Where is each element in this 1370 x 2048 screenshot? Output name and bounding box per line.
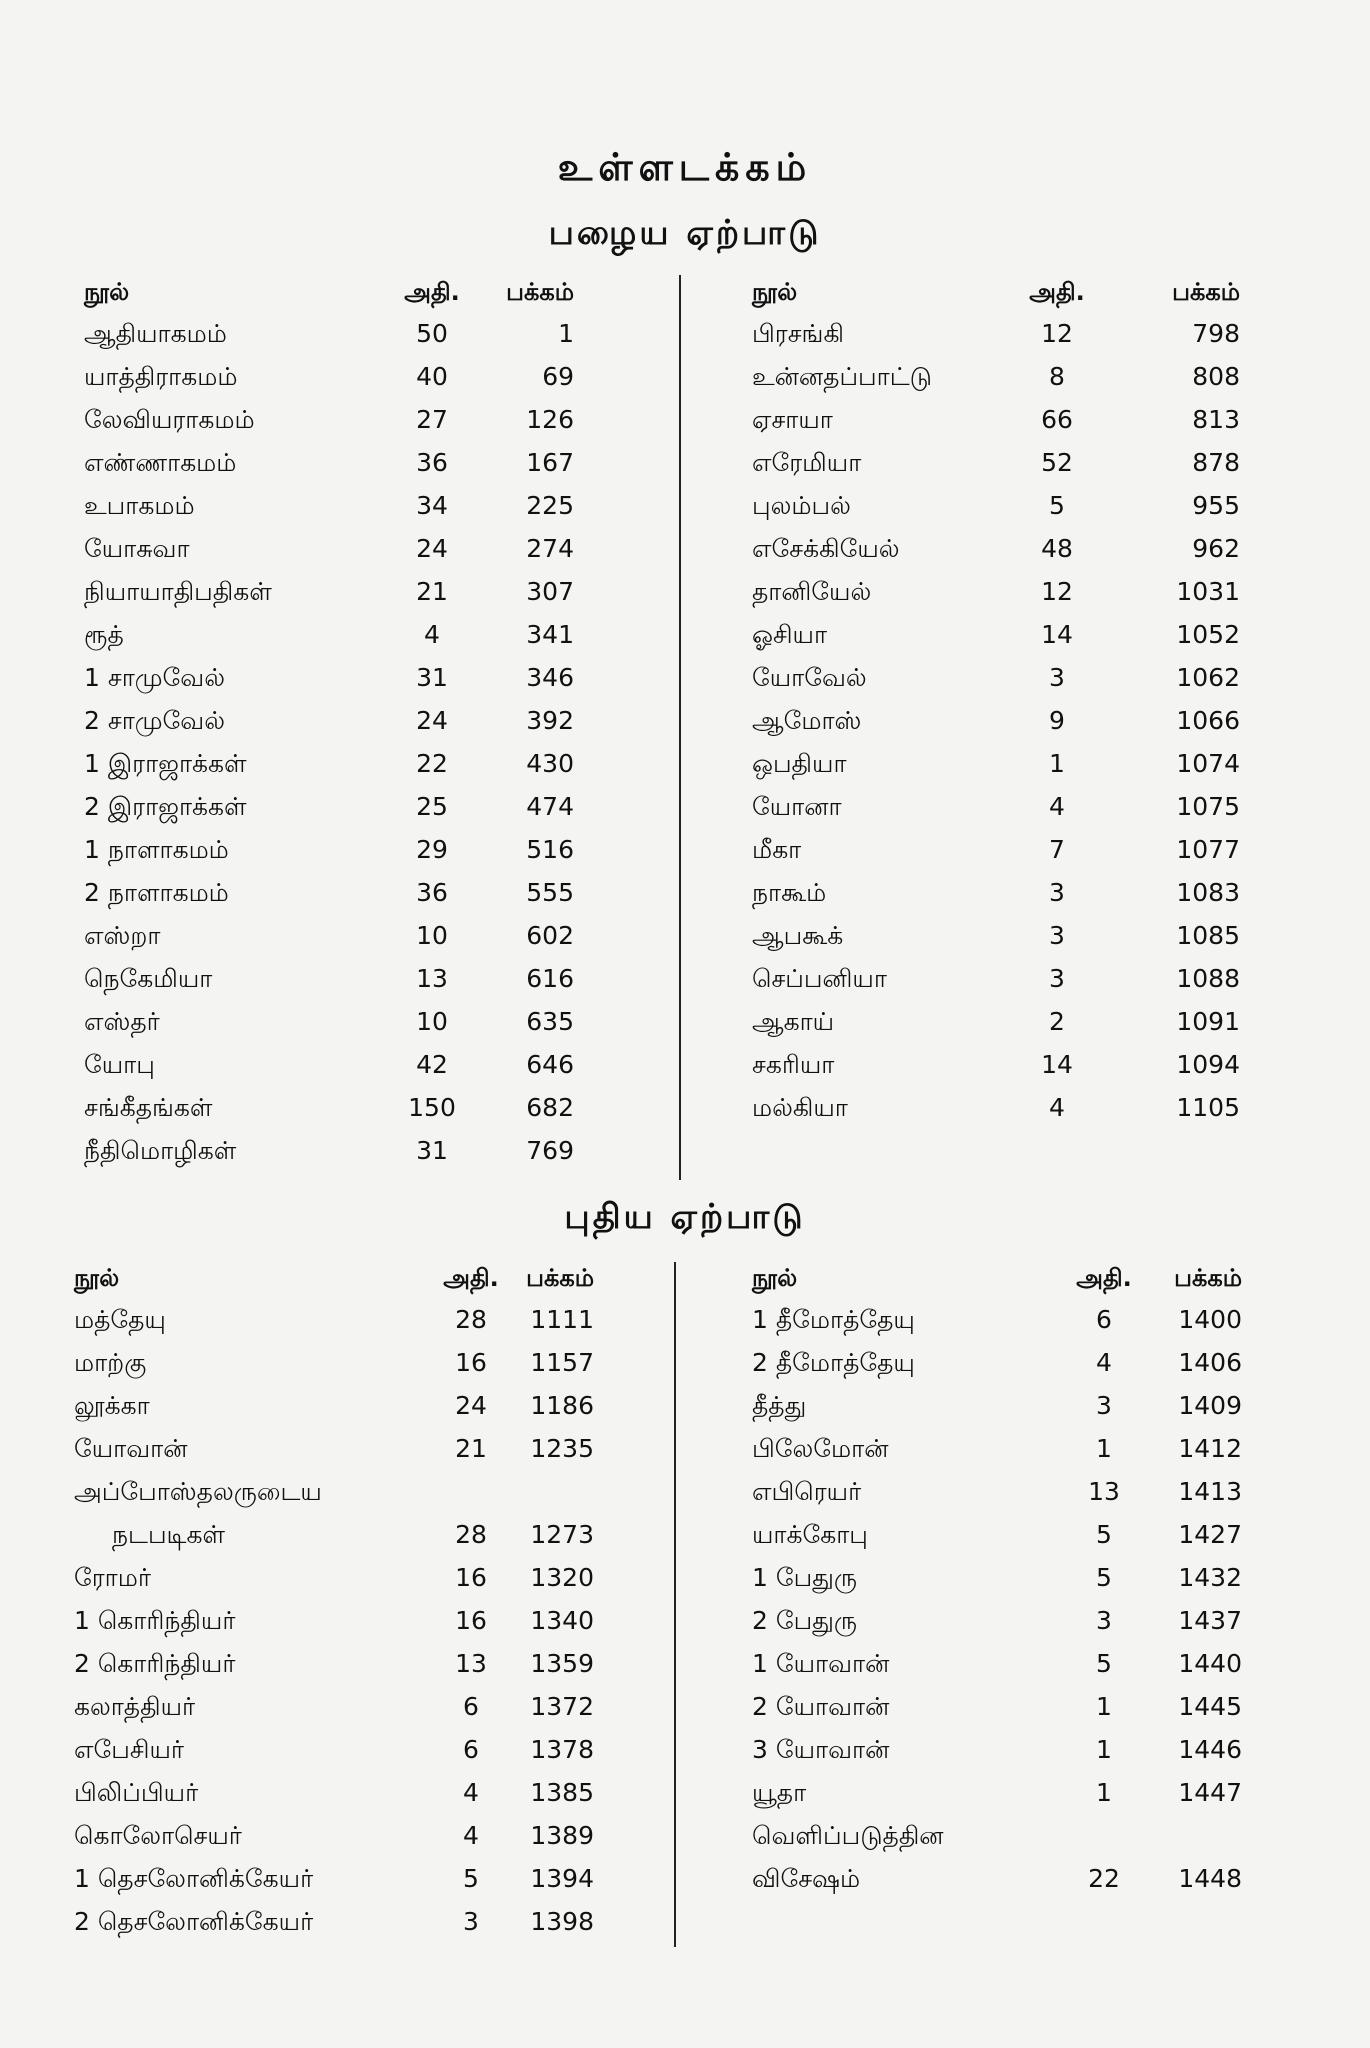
page-number: 225 — [526, 491, 574, 520]
chapter-count: 25 — [416, 792, 448, 821]
page-number: 798 — [1192, 319, 1240, 348]
chapter-count: 29 — [416, 835, 448, 864]
chapter-count: 1 — [1096, 1778, 1112, 1807]
chapter-count: 24 — [455, 1391, 487, 1420]
page-number: 346 — [526, 663, 574, 692]
chapter-count: 4 — [424, 620, 440, 649]
book-name: எரேமியா — [752, 448, 862, 477]
book-name: 1 யோவான் — [752, 1649, 890, 1678]
chapter-count: 48 — [1041, 534, 1073, 563]
chapter-count: 2 — [1049, 1007, 1065, 1036]
page-number: 430 — [526, 749, 574, 778]
book-name: தானியேல் — [752, 577, 872, 606]
chapter-count: 13 — [455, 1649, 487, 1678]
book-name: ஓசியா — [752, 620, 828, 649]
page-number: 474 — [526, 792, 574, 821]
book-name: 3 யோவான் — [752, 1735, 890, 1764]
new-testament-title: புதிய ஏற்பாடு — [564, 1197, 806, 1237]
chapter-count: 3 — [1049, 964, 1065, 993]
page-number: 516 — [526, 835, 574, 864]
chapter-count: 34 — [416, 491, 448, 520]
chapter-count: 16 — [455, 1348, 487, 1377]
book-name: யோவான் — [74, 1434, 188, 1463]
chapter-count: 9 — [1049, 706, 1065, 735]
book-name: 2 கொரிந்தியர் — [74, 1649, 236, 1678]
book-name: யோபு — [84, 1050, 155, 1079]
chapter-count: 10 — [416, 1007, 448, 1036]
page-number: 1409 — [1178, 1391, 1242, 1420]
chapter-count: 3 — [1049, 878, 1065, 907]
book-name: எண்ணாகமம் — [84, 448, 237, 477]
book-name: உபாகமம் — [84, 491, 195, 520]
page-number: 1075 — [1176, 792, 1240, 821]
page-number: 1111 — [530, 1305, 594, 1334]
chapter-count: 1 — [1096, 1692, 1112, 1721]
book-name: ஒபதியா — [752, 749, 847, 778]
page-number: 1340 — [530, 1606, 594, 1635]
page-number: 1446 — [1178, 1735, 1242, 1764]
chapter-count: 7 — [1049, 835, 1065, 864]
page-number: 274 — [526, 534, 574, 563]
page-number: 1412 — [1178, 1434, 1242, 1463]
chapter-count: 24 — [416, 534, 448, 563]
chapter-count: 16 — [455, 1606, 487, 1635]
page-number: 1437 — [1178, 1606, 1242, 1635]
page-number: 1105 — [1176, 1093, 1240, 1122]
book-name: ரோமர் — [74, 1563, 151, 1592]
book-name: எஸ்றா — [84, 921, 161, 950]
header-book: நூல் — [84, 278, 130, 306]
header-book: நூல் — [752, 1264, 798, 1292]
book-name: 1 இராஜாக்கள் — [84, 749, 247, 778]
book-name: பிலிப்பியர் — [74, 1778, 199, 1807]
book-name: எபிரெயர் — [752, 1477, 862, 1506]
book-name: செப்பனியா — [752, 964, 887, 993]
page-number: 813 — [1192, 405, 1240, 434]
book-name: 2 தெசலோனிக்கேயர் — [74, 1907, 314, 1936]
page-number: 69 — [542, 362, 574, 391]
page-number: 1432 — [1178, 1563, 1242, 1592]
chapter-count: 5 — [1049, 491, 1065, 520]
header-chapters: அதி. — [1029, 278, 1085, 306]
book-name: ஏசாயா — [752, 405, 833, 434]
page-number: 1074 — [1176, 749, 1240, 778]
book-name: நடபடிகள் — [112, 1520, 225, 1549]
chapter-count: 4 — [1049, 1093, 1065, 1122]
page-number: 1031 — [1176, 577, 1240, 606]
page-number: 1394 — [530, 1864, 594, 1893]
chapter-count: 16 — [455, 1563, 487, 1592]
chapter-count: 4 — [463, 1778, 479, 1807]
chapter-count: 50 — [416, 319, 448, 348]
chapter-count: 4 — [463, 1821, 479, 1850]
chapter-count: 150 — [408, 1093, 456, 1122]
chapter-count: 8 — [1049, 362, 1065, 391]
page-number: 808 — [1192, 362, 1240, 391]
book-name: கொலோசெயர் — [74, 1821, 242, 1850]
chapter-count: 6 — [1096, 1305, 1112, 1334]
page-number: 1320 — [530, 1563, 594, 1592]
chapter-count: 21 — [416, 577, 448, 606]
page-number: 682 — [526, 1093, 574, 1122]
page-number: 1359 — [530, 1649, 594, 1678]
book-name: 1 தெசலோனிக்கேயர் — [74, 1864, 314, 1893]
book-name: எபேசியர் — [74, 1735, 184, 1764]
page-number: 1372 — [530, 1692, 594, 1721]
header-chapters: அதி. — [443, 1264, 499, 1292]
book-name: ஆபகூக் — [752, 921, 844, 950]
header-page: பக்கம் — [526, 1264, 594, 1292]
chapter-count: 14 — [1041, 1050, 1073, 1079]
page-number: 1091 — [1176, 1007, 1240, 1036]
chapter-count: 6 — [463, 1692, 479, 1721]
chapter-count: 5 — [1096, 1520, 1112, 1549]
page-number: 1440 — [1178, 1649, 1242, 1678]
chapter-count: 3 — [1096, 1606, 1112, 1635]
chapter-count: 40 — [416, 362, 448, 391]
chapter-count: 22 — [416, 749, 448, 778]
book-name: பிரசங்கி — [752, 319, 844, 348]
page-number: 1413 — [1178, 1477, 1242, 1506]
page-number: 1083 — [1176, 878, 1240, 907]
chapter-count: 28 — [455, 1305, 487, 1334]
book-name: யூதா — [752, 1778, 807, 1807]
chapter-count: 27 — [416, 405, 448, 434]
book-name: வெளிப்படுத்தின — [752, 1821, 944, 1850]
header-page: பக்கம் — [1174, 1264, 1242, 1292]
page-number: 769 — [526, 1136, 574, 1165]
header-book: நூல் — [74, 1264, 120, 1292]
chapter-count: 1 — [1096, 1434, 1112, 1463]
page-number: 1389 — [530, 1821, 594, 1850]
book-name: மல்கியா — [752, 1093, 848, 1122]
book-name: 2 யோவான் — [752, 1692, 890, 1721]
page-number: 1094 — [1176, 1050, 1240, 1079]
book-name: 2 தீமோத்தேயு — [752, 1348, 915, 1377]
chapter-count: 1 — [1049, 749, 1065, 778]
book-name: யோசுவா — [84, 534, 190, 563]
page-number: 392 — [526, 706, 574, 735]
book-name: லூக்கா — [74, 1391, 150, 1420]
book-name: யோனா — [752, 792, 842, 821]
chapter-count: 12 — [1041, 319, 1073, 348]
book-name: ஆதியாகமம் — [84, 319, 227, 348]
page-number: 167 — [526, 448, 574, 477]
book-name: 2 நாளாகமம் — [84, 878, 229, 907]
book-name: எஸ்தர் — [84, 1007, 160, 1036]
page-number: 1398 — [530, 1907, 594, 1936]
page-number: 1066 — [1176, 706, 1240, 735]
book-name: ஆமோஸ் — [752, 706, 862, 735]
book-name: ஆகாய் — [752, 1007, 835, 1036]
book-name: 2 இராஜாக்கள் — [84, 792, 247, 821]
chapter-count: 3 — [1049, 921, 1065, 950]
page-number: 1062 — [1176, 663, 1240, 692]
chapter-count: 10 — [416, 921, 448, 950]
chapter-count: 13 — [416, 964, 448, 993]
page-number: 962 — [1192, 534, 1240, 563]
book-name: கலாத்தியர் — [74, 1692, 196, 1721]
page-number: 1088 — [1176, 964, 1240, 993]
page-number: 1052 — [1176, 620, 1240, 649]
chapter-count: 14 — [1041, 620, 1073, 649]
chapter-count: 36 — [416, 448, 448, 477]
chapter-count: 22 — [1088, 1864, 1120, 1893]
chapter-count: 6 — [463, 1735, 479, 1764]
page-number: 1400 — [1178, 1305, 1242, 1334]
book-name: நெகேமியா — [84, 964, 213, 993]
chapter-count: 21 — [455, 1434, 487, 1463]
page-number: 878 — [1192, 448, 1240, 477]
old-testament-title: பழைய ஏற்பாடு — [548, 213, 822, 253]
chapter-count: 4 — [1096, 1348, 1112, 1377]
header-chapters: அதி. — [404, 278, 460, 306]
header-chapters: அதி. — [1076, 1264, 1132, 1292]
chapter-count: 28 — [455, 1520, 487, 1549]
book-name: 1 நாளாகமம் — [84, 835, 229, 864]
page-number: 1406 — [1178, 1348, 1242, 1377]
page-number: 1085 — [1176, 921, 1240, 950]
chapter-count: 36 — [416, 878, 448, 907]
chapter-count: 5 — [463, 1864, 479, 1893]
book-name: மாற்கு — [74, 1348, 147, 1377]
page-number: 646 — [526, 1050, 574, 1079]
page-number: 126 — [526, 405, 574, 434]
page-number: 635 — [526, 1007, 574, 1036]
chapter-count: 66 — [1041, 405, 1073, 434]
book-name: புலம்பல் — [752, 491, 851, 520]
book-name: நீதிமொழிகள் — [84, 1136, 237, 1165]
chapter-count: 4 — [1049, 792, 1065, 821]
header-page: பக்கம் — [506, 278, 574, 306]
header-page: பக்கம் — [1172, 278, 1240, 306]
book-name: 2 சாமுவேல் — [84, 706, 225, 735]
book-name: 2 பேதுரு — [752, 1606, 858, 1635]
page-number: 1447 — [1178, 1778, 1242, 1807]
chapter-count: 52 — [1041, 448, 1073, 477]
chapter-count: 42 — [416, 1050, 448, 1079]
chapter-count: 31 — [416, 663, 448, 692]
page-number: 307 — [526, 577, 574, 606]
book-name: 1 கொரிந்தியர் — [74, 1606, 236, 1635]
page-number: 555 — [526, 878, 574, 907]
page-number: 616 — [526, 964, 574, 993]
page-number: 602 — [526, 921, 574, 950]
book-name: சகரியா — [752, 1050, 835, 1079]
book-name: ரூத் — [84, 620, 124, 649]
book-name: பிலேமோன் — [752, 1434, 889, 1463]
page-title: உள்ளடக்கம் — [557, 145, 813, 189]
chapter-count: 3 — [463, 1907, 479, 1936]
book-name: எசேக்கியேல் — [752, 534, 900, 563]
chapter-count: 31 — [416, 1136, 448, 1165]
page-number: 1186 — [530, 1391, 594, 1420]
book-name: தீத்து — [752, 1391, 807, 1420]
book-name: உன்னதப்பாட்டு — [752, 362, 932, 391]
page-number: 1378 — [530, 1735, 594, 1764]
book-name: மீகா — [752, 835, 802, 864]
book-name: லேவியராகமம் — [84, 405, 255, 434]
chapter-count: 5 — [1096, 1649, 1112, 1678]
page-number: 1157 — [530, 1348, 594, 1377]
chapter-count: 24 — [416, 706, 448, 735]
page-number: 1235 — [530, 1434, 594, 1463]
book-name: நாகூம் — [752, 878, 827, 907]
book-name: விசேஷம் — [752, 1864, 861, 1893]
chapter-count: 12 — [1041, 577, 1073, 606]
page-number: 1445 — [1178, 1692, 1242, 1721]
book-name: அப்போஸ்தலருடைய — [74, 1477, 322, 1506]
chapter-count: 3 — [1049, 663, 1065, 692]
page-number: 955 — [1192, 491, 1240, 520]
page-number: 341 — [526, 620, 574, 649]
chapter-count: 13 — [1088, 1477, 1120, 1506]
book-name: 1 சாமுவேல் — [84, 663, 225, 692]
book-name: நியாயாதிபதிகள் — [84, 577, 272, 606]
book-name: யோவேல் — [752, 663, 867, 692]
old-testament-column-divider — [679, 275, 681, 1180]
page-number: 1273 — [530, 1520, 594, 1549]
new-testament-column-divider — [674, 1262, 676, 1947]
chapter-count: 1 — [1096, 1735, 1112, 1764]
book-name: மத்தேயு — [74, 1305, 166, 1334]
page-number: 1385 — [530, 1778, 594, 1807]
chapter-count: 3 — [1096, 1391, 1112, 1420]
book-name: யாக்கோபு — [752, 1520, 868, 1549]
book-name: 1 பேதுரு — [752, 1563, 858, 1592]
book-name: 1 தீமோத்தேயு — [752, 1305, 915, 1334]
page-number: 1448 — [1178, 1864, 1242, 1893]
book-name: சங்கீதங்கள் — [84, 1093, 213, 1122]
book-name: யாத்திராகமம் — [84, 362, 238, 391]
page-number: 1077 — [1176, 835, 1240, 864]
chapter-count: 5 — [1096, 1563, 1112, 1592]
page-number: 1 — [558, 319, 574, 348]
header-book: நூல் — [752, 278, 798, 306]
page-number: 1427 — [1178, 1520, 1242, 1549]
